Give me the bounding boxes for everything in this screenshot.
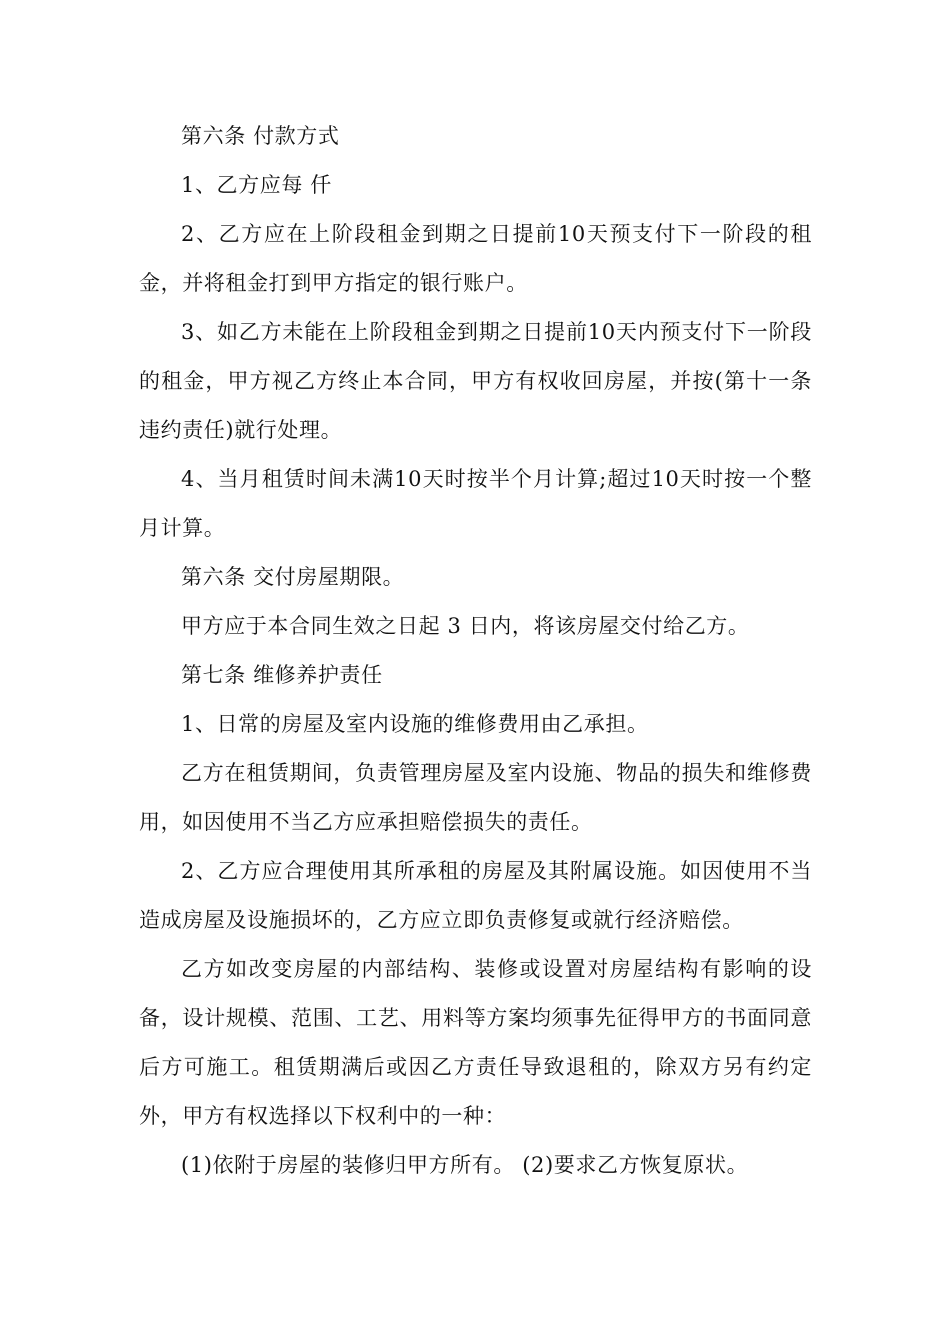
maintenance-options: (1)依附于房屋的装修归甲方所有。 (2)要求乙方恢复原状。 — [181, 1153, 749, 1177]
maintenance-clause-1: 1、日常的房屋及室内设施的维修费用由乙承担。 — [181, 712, 649, 736]
payment-clause-3: 3、如乙方未能在上阶段租金到期之日提前10天内预支付下一阶段的租金，甲方视乙方终止本合同，甲方有权收回房屋，并按(第十一条 违约责任)就行处理。 — [139, 320, 812, 442]
maintenance-clause-2: 2、乙方应合理使用其所承租的房屋及其附属设施。如因使用不当造成房屋及设施损坏的，乙方应立即负责修复或就行经济赔偿。 — [139, 859, 812, 932]
payment-clause-2: 2、乙方应在上阶段租金到期之日提前10天预支付下一阶段的租金，并将租金打到甲方指定的银行账户。 — [139, 222, 812, 295]
maintenance-clause-2-detail: 乙方如改变房屋的内部结构、装修或设置对房屋结构有影响的设备，设计规模、范围、工艺、用料等方案均须事先征得甲方的书面同意后方可施工。租赁期满后或因乙方责任导致退租的，除双方另有约定外，甲方有权选择以下权利中的一种： — [139, 957, 812, 1128]
article-7-maintenance-heading: 第七条 维修养护责任 — [181, 663, 383, 687]
payment-clause-4: 4、当月租赁时间未满10天时按半个月计算;超过10天时按一个整月计算。 — [139, 467, 812, 540]
delivery-clause: 甲方应于本合同生效之日起 3 日内，将该房屋交付给乙方。 — [181, 614, 750, 638]
article-6-payment-heading: 第六条 付款方式 — [181, 124, 340, 148]
article-6-delivery-heading: 第六条 交付房屋期限。 — [181, 565, 405, 589]
payment-clause-1: 1、乙方应每 仟 — [181, 173, 332, 197]
maintenance-clause-1-detail: 乙方在租赁期间，负责管理房屋及室内设施、物品的损失和维修费用，如因使用不当乙方应承担赔偿损失的责任。 — [139, 761, 812, 834]
document-body — [139, 112, 812, 1190]
